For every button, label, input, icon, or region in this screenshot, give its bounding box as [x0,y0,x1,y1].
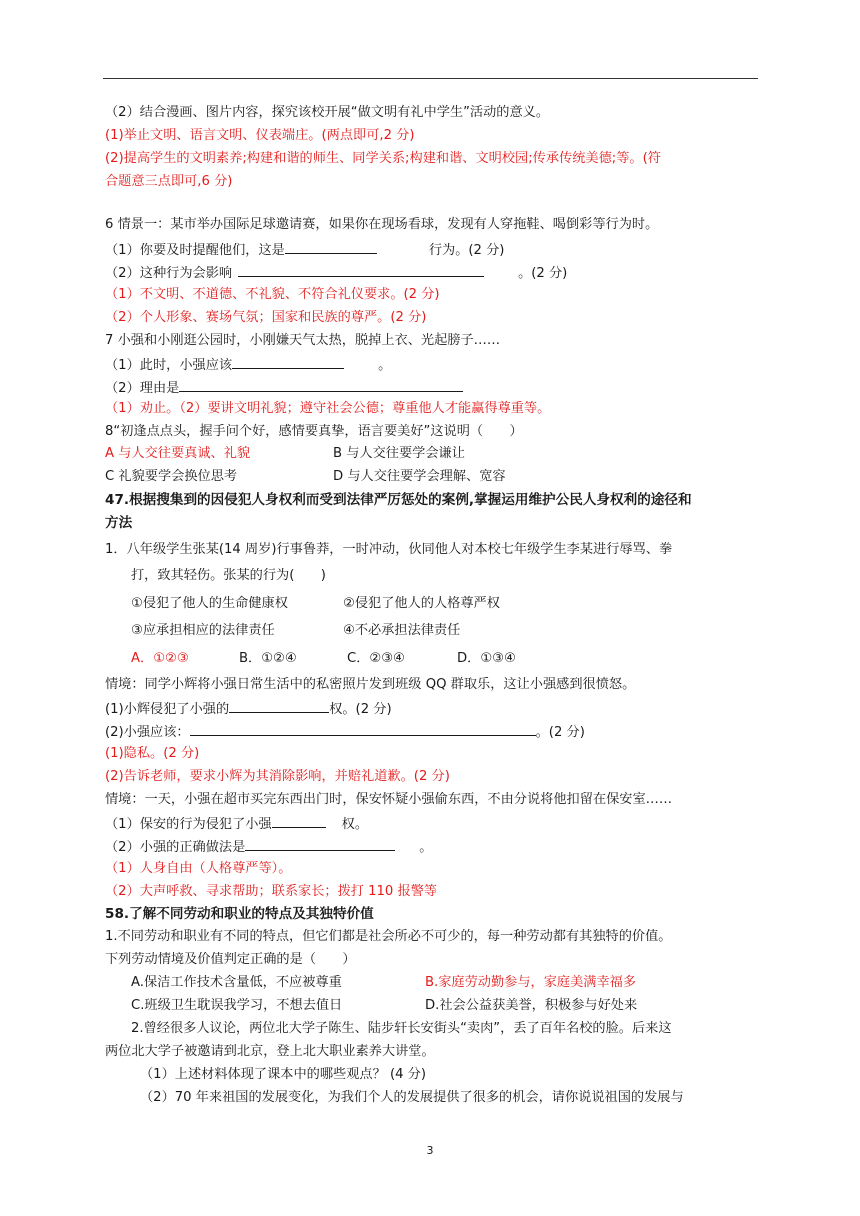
s47-sit1-answer-2: (2)告诉老师，要求小辉为其消除影响，并赔礼道歉。(2 分) [105,769,450,784]
q6-sub2-suffix: 。(2 分) [518,266,568,281]
q6-sub1-prefix: （1）你要及时提醒他们，这是 [105,243,285,258]
q7-sub2-blank[interactable] [179,378,463,392]
q7-sub1-blank[interactable] [232,355,344,369]
s47-items-row2 [131,622,460,640]
s58-q2-line1: 2.曾经很多人议论，两位北大学子陈生、陆步轩长安街头“卖肉”，丢了百年名校的脸。后来这 [131,1021,672,1036]
s47-choice-b: B．①②④ [239,651,297,666]
s47-choice-c: C．②③④ [347,651,405,666]
q5-answer-2b: 合题意三点即可,6 分) [105,174,233,189]
s47-choice-d: D．①③④ [457,651,516,666]
section-47-heading-1: 47.根据搜集到的因侵犯人身权利而受到法律严厉惩处的案例,掌握运用维护公民人身权利的途径和 [105,492,692,508]
s47-q1-line2: 打，致其轻伤。张某的行为( ) [131,568,326,583]
section-58-heading: 58.了解不同劳动和职业的特点及其独特价值 [105,906,374,922]
q6-sub1-blank[interactable] [285,240,377,254]
q6-answer-1: （1）不文明、不道德、不礼貌、不符合礼仪要求。(2 分) [105,287,440,302]
s47-sit1-q1 [105,699,392,719]
s58-option-d: D.社会公益获美誉，积极参与好处来 [425,998,638,1013]
q6-sub2 [105,263,567,283]
q7-sub1-suffix: 。 [378,358,392,373]
s58-q1-line2: 下列劳动情境及价值判定正确的是（ ） [105,952,356,967]
s58-options-row1 [131,974,636,992]
s47-sit1-q1-prefix: (1)小辉侵犯了小强的 [105,702,230,717]
q8-option-d: D 与人交往要学会理解、宽容 [333,469,506,484]
s47-sit2-q1-suffix: 权。 [341,817,369,832]
s47-sit1-q2-suffix: 。(2 分) [535,725,585,740]
q8-option-c: C 礼貌要学会换位思考 [105,469,238,484]
q6-sub1-suffix: 行为。(2 分) [428,243,505,258]
q7-sub1 [105,355,391,375]
section-47-heading-2: 方法 [105,515,133,531]
s47-sit1-answer-1: (1)隐私。(2 分) [105,746,200,761]
q7-answer: （1）劝止。（2）要讲文明礼貌；遵守社会公德；尊重他人才能赢得尊重等。 [105,401,551,416]
q6-sub2-prefix: （2）这种行为会影响 [105,266,233,281]
q6-sub1 [105,240,504,260]
s58-option-a: A.保洁工作技术含量低，不应被尊重 [131,975,342,990]
s47-item-4: ④不必承担法律责任 [343,623,461,638]
s47-sit2-q2-blank[interactable] [245,837,395,851]
s58-option-b: B.家庭劳动勤参与，家庭美满幸福多 [425,975,637,990]
q5-sub2: （2）结合漫画、图片内容，探究该校开展“做文明有礼中学生”活动的意义。 [105,105,550,120]
s47-sit2-answer-1: （1）人身自由（人格尊严等）。 [105,861,292,876]
s47-choice-a: A．①②③ [131,651,189,666]
s47-q1-line1: 1．八年级学生张某(14 周岁)行事鲁莽，一时冲动，伙同他人对本校七年级学生李某进行辱骂、拳 [105,542,673,557]
s47-items-row1 [131,595,500,613]
s47-sit2-answer-2: （2）大声呼救、寻求帮助；联系家长；拨打 110 报警等 [105,884,438,899]
q5-answer-1: (1)举止文明、语言文明、仪表端庄。(两点即可,2 分) [105,128,415,143]
s47-sit2-q1 [105,814,368,834]
s47-situation-2: 情境：一天，小强在超市买完东西出门时，保安怀疑小强偷东西，不由分说将他扣留在保安室…… [105,792,673,807]
s58-q2-sub2: （2）70 年来祖国的发展变化，为我们个人的发展提供了很多的机会，请你说说祖国的发展与 [140,1090,684,1105]
s47-item-2: ②侵犯了他人的人格尊严权 [343,596,500,611]
q5-answer-2a: (2)提高学生的文明素养;构建和谐的师生、同学关系;构建和谐、文明校园;传承传统美德;等。(符 [105,151,661,166]
q6-stem: 6 情景一：某市举办国际足球邀请赛，如果你在现场看球，发现有人穿拖鞋、喝倒彩等行为时。 [105,217,659,232]
s47-choices [131,650,516,668]
s58-q1-line1: 1.不同劳动和职业有不同的特点，但它们都是社会所必不可少的，每一种劳动都有其独特的价值。 [105,929,672,944]
s47-sit1-q2 [105,722,585,742]
s47-sit1-q2-prefix: (2)小强应该： [105,725,190,740]
header-rule [103,78,758,79]
s47-situation-1: 情境：同学小辉将小强日常生活中的私密照片发到班级 QQ 群取乐，这让小强感到很愤怒。 [105,677,636,692]
q6-answer-2: （2）个人形象、赛场气氛；国家和民族的尊严。(2 分) [105,310,427,325]
s47-sit2-q1-prefix: （1）保安的行为侵犯了小强 [105,817,272,832]
q8-stem: 8“初逢点点头，握手问个好，感情要真挚，语言要美好”这说明（ ） [105,424,523,439]
s58-q2-line2: 两位北大学子被邀请到北京，登上北大职业素养大讲堂。 [105,1044,435,1059]
s47-sit2-q1-blank[interactable] [272,814,326,828]
q7-sub2 [105,378,463,398]
q6-sub2-blank[interactable] [238,263,484,277]
q8-option-b: B 与人交往要学会谦让 [333,446,465,461]
s47-sit1-q1-blank[interactable] [229,699,329,713]
q7-sub2-prefix: （2）理由是 [105,381,180,396]
page-number: 3 [426,1144,434,1157]
s47-item-3: ③应承担相应的法律责任 [131,623,275,638]
s58-q2-sub1: （1）上述材料体现了课本中的哪些观点？ (4 分) [140,1067,427,1082]
s47-sit2-q2-suffix: 。 [419,840,433,855]
q7-stem: 7 小强和小刚逛公园时，小刚嫌天气太热，脱掉上衣、光起膀子…… [105,333,501,348]
q8-options-row1 [105,445,465,463]
q7-sub1-prefix: （1）此时，小强应该 [105,358,233,373]
q8-option-a: A 与人交往要真诚、礼貌 [105,446,251,461]
s47-sit2-q2 [105,837,432,857]
s58-options-row2 [131,997,637,1015]
s47-sit2-q2-prefix: （2）小强的正确做法是 [105,840,246,855]
s47-sit1-q2-blank[interactable] [190,722,536,736]
s47-item-1: ①侵犯了他人的生命健康权 [131,596,288,611]
s58-option-c: C.班级卫生耽误我学习，不想去值日 [131,998,343,1013]
s47-sit1-q1-suffix: 权。(2 分) [329,702,392,717]
q8-options-row2 [105,468,506,486]
